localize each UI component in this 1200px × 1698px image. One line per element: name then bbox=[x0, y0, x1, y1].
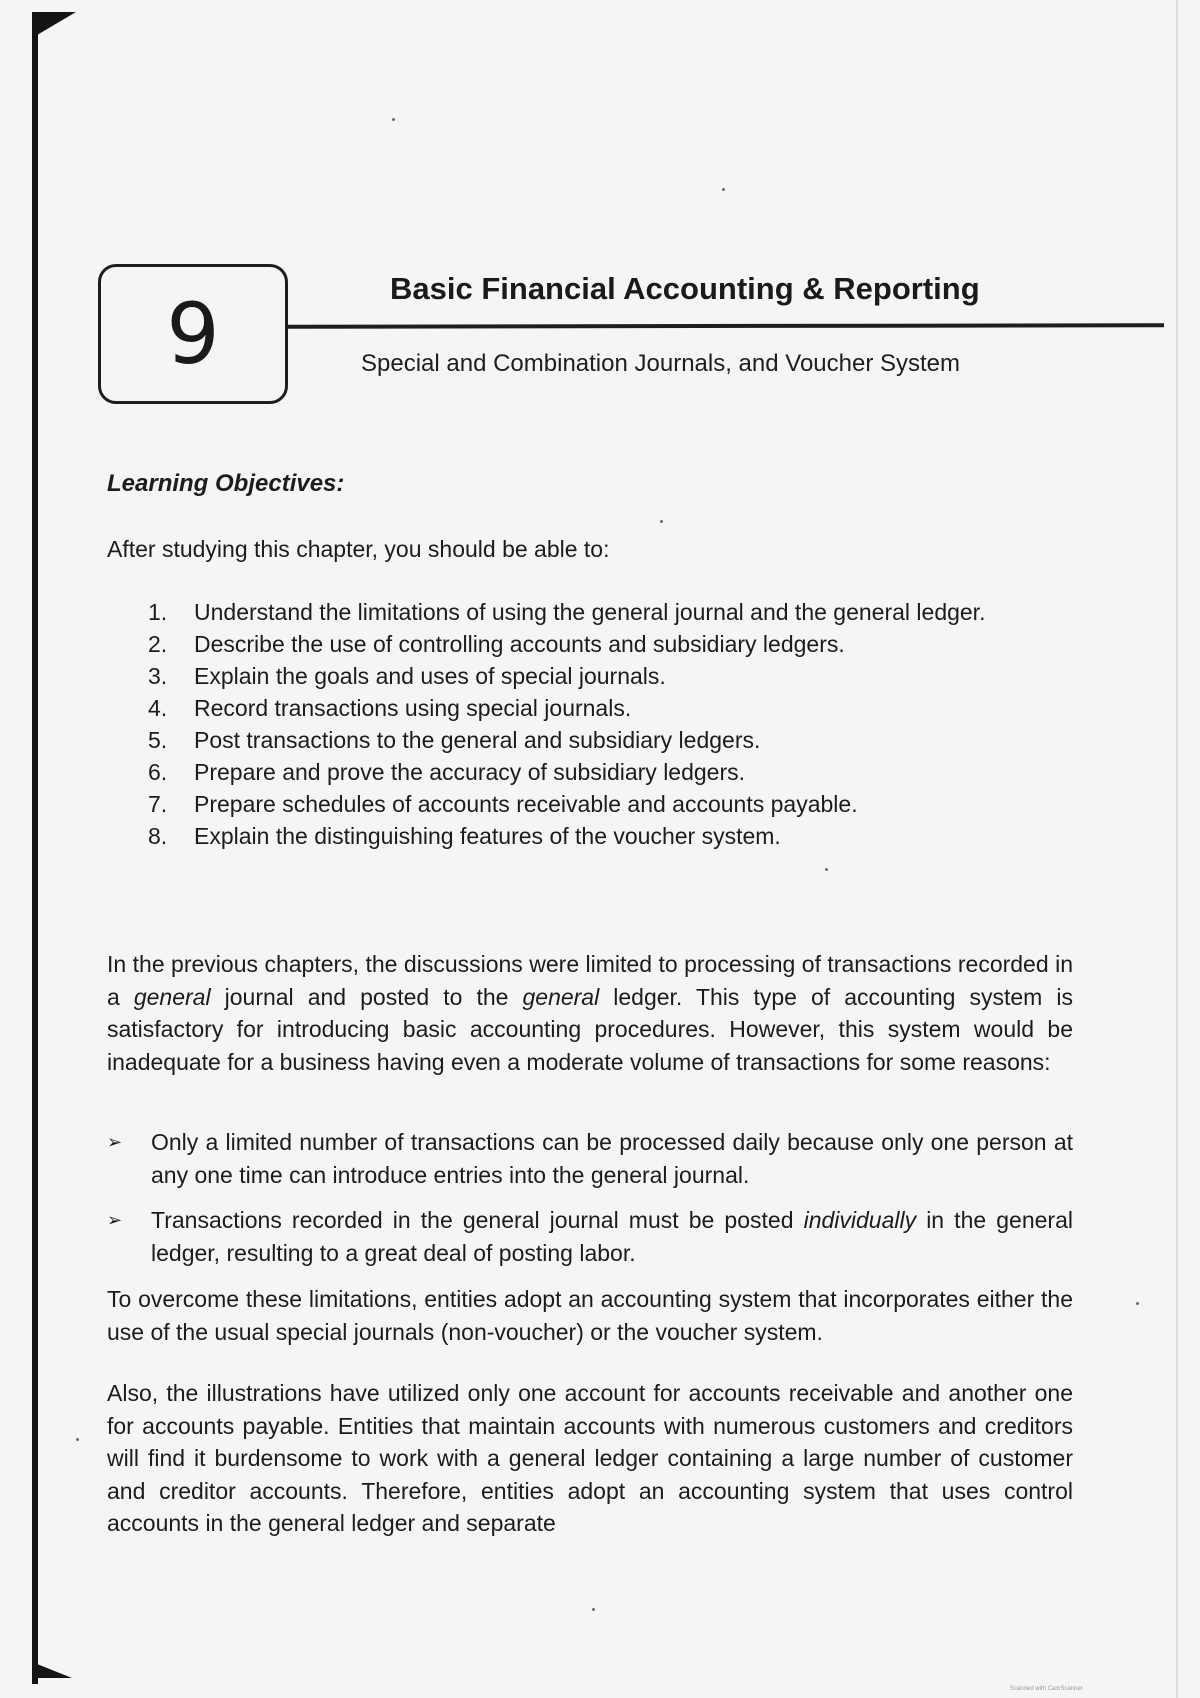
scan-speck bbox=[592, 1608, 595, 1611]
objective-item bbox=[148, 692, 1008, 724]
bullet-text bbox=[151, 1204, 1073, 1269]
objective-text: Post transactions to the general and subsidiary ledgers. bbox=[194, 727, 761, 753]
bullet-item bbox=[107, 1204, 1073, 1269]
scan-speck bbox=[76, 1438, 79, 1441]
body-paragraph-3: Also, the illustrations have utilized only one account for accounts receivable and another one for accounts payable. Entities that maintain accounts with numerous customers and creditors will find it burdensome to work with a general ledger containing a large number of customer and creditor accounts. Therefore, entities adopt an accounting system that uses control accounts in the general ledger and separate bbox=[107, 1380, 1073, 1536]
objective-number: 5. bbox=[148, 727, 168, 753]
scan-speck bbox=[1136, 1302, 1139, 1305]
page-binding-edge bbox=[32, 14, 38, 1684]
objective-item bbox=[148, 820, 1008, 852]
objective-item bbox=[148, 660, 1008, 692]
chapter-title: Basic Financial Accounting & Reporting bbox=[390, 271, 980, 306]
scan-speck bbox=[392, 118, 395, 121]
paragraph-text: In the previous chapters, the discussions were limited to processing of transactions recorded in a bbox=[107, 951, 1073, 1010]
bullet-text: Only a limited number of transactions can be processed daily because only one person at any one time can introduce entries into the general journal. bbox=[151, 1129, 1073, 1188]
scan-speck bbox=[825, 868, 828, 871]
body-paragraph-2: To overcome these limitations, entities adopt an accounting system that incorporates either the use of the usual special journals (non-voucher) or the voucher system. bbox=[107, 1286, 1073, 1345]
scan-speck bbox=[722, 188, 725, 191]
objective-text: Explain the distinguishing features of the voucher system. bbox=[194, 823, 781, 849]
objective-number: 6. bbox=[148, 759, 168, 785]
page-right-edge bbox=[1176, 0, 1178, 1698]
chapter-number-box bbox=[98, 264, 288, 404]
chapter-subtitle: Special and Combination Journals, and Voucher System bbox=[361, 350, 961, 377]
limitations-bullet-1 bbox=[107, 1126, 1073, 1191]
objective-item bbox=[148, 756, 1008, 788]
scan-speck bbox=[660, 520, 663, 523]
objective-text: Explain the goals and uses of special journals. bbox=[194, 663, 666, 689]
learning-objectives-list bbox=[148, 596, 1008, 852]
paragraph-text: ledger. This type of accounting system is satisfactory for introducing basic accounting procedures. However, this system would be inadequate for a business having even a moderate volume of transactions for some reasons: bbox=[107, 983, 1073, 1075]
objective-text: Understand the limitations of using the general journal and the general ledger. bbox=[194, 599, 986, 625]
objective-item bbox=[148, 596, 1008, 628]
objective-item bbox=[148, 788, 1008, 820]
scanner-watermark: Scanned with CamScanner bbox=[1010, 1686, 1083, 1692]
paragraph-text: journal and posted to the bbox=[210, 983, 523, 1010]
objective-item bbox=[148, 628, 1008, 660]
arrow-bullet-icon: ➢ bbox=[107, 1210, 123, 1230]
scan-corner-bottom bbox=[32, 1662, 72, 1678]
objective-number: 1. bbox=[148, 599, 168, 625]
objective-item bbox=[148, 724, 1008, 756]
objective-number: 3. bbox=[148, 663, 168, 689]
learning-objectives-heading: Learning Objectives: bbox=[107, 470, 345, 497]
paragraph-emphasis: general bbox=[522, 983, 600, 1010]
chapter-number: 9 bbox=[166, 285, 220, 383]
objective-number: 7. bbox=[148, 791, 168, 817]
limitations-bullet-2 bbox=[107, 1204, 1073, 1269]
bullet-text-part: Transactions recorded in the general journal must be posted bbox=[151, 1207, 804, 1233]
scan-corner-top bbox=[32, 12, 76, 38]
paragraph-emphasis: general bbox=[133, 983, 211, 1010]
chapter-header-rule bbox=[288, 323, 1164, 329]
objective-text: Prepare and prove the accuracy of subsidiary ledgers. bbox=[194, 759, 746, 785]
body-paragraph-1 bbox=[107, 948, 1073, 1078]
arrow-bullet-icon: ➢ bbox=[107, 1132, 123, 1152]
bullet-item bbox=[107, 1126, 1073, 1191]
objective-number: 4. bbox=[148, 695, 168, 721]
objective-number: 8. bbox=[148, 823, 168, 849]
objective-text: Record transactions using special journals. bbox=[194, 695, 632, 721]
objective-text: Prepare schedules of accounts receivable and accounts payable. bbox=[194, 791, 858, 817]
objective-text: Describe the use of controlling accounts and subsidiary ledgers. bbox=[194, 631, 845, 657]
learning-objectives-intro: After studying this chapter, you should be able to: bbox=[107, 536, 610, 562]
bullet-emphasis: individually bbox=[803, 1207, 917, 1233]
objective-number: 2. bbox=[148, 631, 168, 657]
bullet-text-part: in the general ledger, resulting to a great deal of posting labor. bbox=[151, 1207, 1073, 1266]
